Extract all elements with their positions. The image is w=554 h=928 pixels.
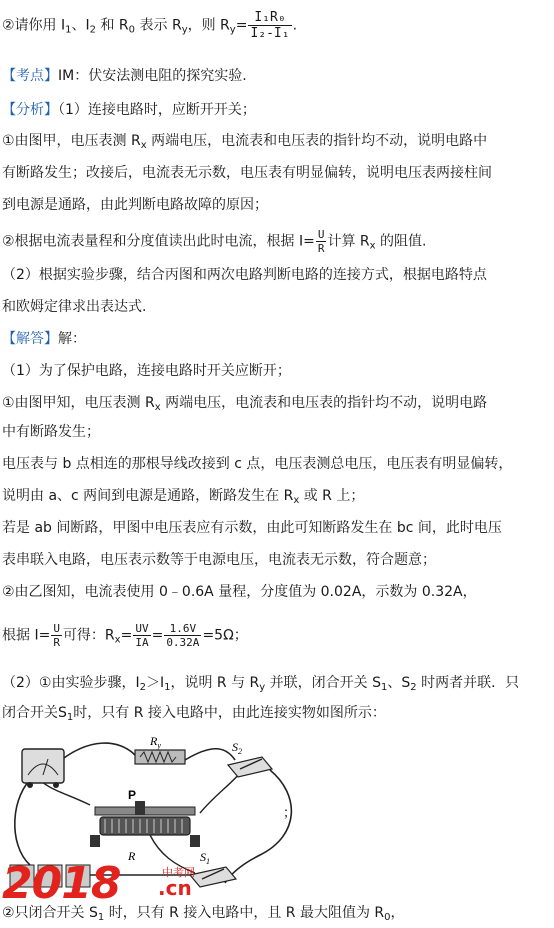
sub: x [154, 402, 161, 413]
text: 、S [387, 675, 411, 691]
text: 说明由 a、c 两间到电源是通路，断路发生在 R [2, 488, 294, 504]
jieda [2, 329, 86, 349]
line-a1 [2, 131, 487, 156]
line-a4 [2, 228, 427, 257]
ammeter-icon [22, 749, 64, 788]
frac-den: R [317, 242, 325, 255]
frac-den: I₂-I₁ [250, 26, 290, 41]
logo-domain: .cn [158, 876, 192, 900]
kaodian-tag: 【考点】 [2, 68, 58, 84]
frac-den: IA [135, 636, 149, 649]
watermark-logo [0, 860, 220, 908]
line-b5 [2, 486, 364, 511]
line-a2 [2, 163, 492, 183]
text: 计算 R [327, 233, 370, 250]
frac-num: 1.6V [164, 622, 201, 636]
line-c2 [2, 703, 386, 728]
text: 有断路发生；改接后，电流表无示数，电压表有明显偏转，说明电压表两接柱间 [2, 165, 492, 181]
text: 和 R [96, 17, 129, 34]
sub: 2 [139, 682, 146, 693]
sub: y [259, 682, 266, 693]
logo-main: 2018 [2, 858, 121, 909]
fraction [164, 622, 201, 649]
line-b7 [2, 550, 436, 570]
line-b3 [2, 422, 100, 442]
kaodian [2, 66, 247, 86]
frac-den: R [53, 636, 60, 649]
wire [200, 773, 240, 813]
frac-num: U [53, 622, 60, 635]
text: 根据 I= [2, 627, 51, 644]
frac-num: UV [135, 622, 149, 635]
text: ＞I [145, 675, 165, 691]
text: 并联，闭合开关 S [265, 675, 382, 691]
text: 的阻值. [375, 233, 427, 250]
wire [40, 780, 90, 805]
text: 和欧姆定律求出表达式. [2, 299, 147, 315]
label-r: R [128, 849, 136, 863]
rheostat-icon [90, 801, 200, 847]
wire [55, 743, 135, 765]
text: =5Ω； [202, 627, 248, 644]
text: （2）①由实验步骤，I [2, 675, 140, 691]
line-a5 [2, 265, 487, 285]
fenxi [2, 100, 256, 120]
sub: 1 [66, 712, 74, 723]
jieda-tag: 【解答】 [2, 331, 58, 347]
sub: x [140, 140, 147, 151]
text: 时两者并联．只 [416, 675, 520, 691]
text: 闭合开关S [2, 705, 67, 721]
sub: 1 [164, 682, 171, 693]
fraction [316, 228, 327, 255]
sub: y [181, 24, 188, 36]
sub: 1 [381, 682, 388, 693]
fraction [248, 10, 291, 41]
text: （1）连接电路时，应断开开关； [58, 102, 256, 118]
text: （2）根据实验步骤，结合丙图和两次电路判断电路的连接方式，根据电路特点 [2, 267, 487, 283]
text: 表示 R [135, 17, 182, 34]
line-a3 [2, 195, 268, 215]
wire [185, 749, 235, 760]
line-last [2, 903, 405, 928]
line-b8 [2, 582, 477, 602]
text: = [120, 627, 133, 644]
text: （1）为了保护电路，连接电路时开关应断开； [2, 363, 291, 379]
text: ①由图甲，电压表测 R [2, 133, 141, 149]
line-b4 [2, 454, 512, 474]
text: 可得：R [62, 627, 115, 644]
text: 解： [58, 331, 86, 347]
figure-semicolon: ； [283, 806, 297, 821]
wire [225, 770, 291, 883]
frac-num: U [317, 228, 325, 241]
frac-den: 0.32A [166, 636, 200, 649]
text: 表串联入电路，电压表示数等于电源电压，电流表无示数，符合题意； [2, 552, 436, 568]
text: 若是 ab 间断路，甲图中电压表应有示数，由此可知断路发生在 bc 间，此时电压 [2, 520, 502, 536]
text: 两端电压，电流表和电压表的指针均不动，说明电路 [160, 395, 488, 411]
text: 到电源是通路，由此判断电路故障的原因； [2, 197, 268, 213]
text: IM：伏安法测电阻的探究实验. [58, 68, 247, 84]
text: ②只闭合开关 S [2, 905, 98, 921]
line-b6 [2, 518, 502, 538]
sub: 2 [410, 682, 417, 693]
label-s1: $S_1$ [200, 850, 210, 866]
sub: 2 [89, 24, 97, 36]
line-a6 [2, 297, 146, 317]
text: ②请你用 I [2, 17, 66, 34]
sub: 1 [65, 24, 72, 36]
sub: 0 [384, 912, 391, 923]
line-b2 [2, 393, 487, 418]
logo-cn: 中考网 [162, 866, 195, 879]
text: 两端电压，电流表和电压表的指针均不动，说明电路中 [146, 133, 488, 149]
text: ①由图甲知，电压表测 R [2, 395, 155, 411]
text: ，则 R [187, 17, 230, 34]
text: ，说明 R 与 R [170, 675, 260, 691]
text: . [292, 17, 298, 34]
fraction [133, 622, 150, 649]
sub: x [369, 240, 376, 252]
text: 时，只有 R 接入电路中，且 R 最大阻值为 R [104, 905, 385, 921]
text: = [235, 17, 248, 34]
text: ②由乙图知，电流表使用 0﹣0.6A 量程，分度值为 0.02A，示数为 0.32A， [2, 584, 477, 600]
label-p: P [128, 788, 137, 802]
frac-num: I₁R₀ [248, 10, 291, 26]
text: 电压表与 b 点相连的那根导线改接到 c 点，电压表测总电压，电压表有明显偏转， [2, 456, 513, 472]
text: ②根据电流表量程和分度值读出此时电流，根据 I= [2, 233, 315, 250]
sub: y [229, 24, 236, 36]
fenxi-tag: 【分析】 [2, 102, 58, 118]
text: = [151, 627, 164, 644]
sub: x [293, 495, 300, 506]
sub: x [114, 634, 121, 646]
text: 、I [71, 17, 90, 34]
label-ry: $R_y$ [150, 735, 161, 750]
line-b9 [2, 622, 248, 651]
label-s2: $S_2$ [232, 740, 242, 756]
line-b1 [2, 361, 291, 381]
line-1 [2, 10, 297, 41]
text: 中有断路发生； [2, 424, 100, 440]
text: ， [390, 905, 405, 921]
wire [15, 775, 35, 865]
resistor-ry-icon [135, 750, 185, 764]
fraction [51, 622, 62, 649]
sub: 1 [97, 912, 105, 923]
text: 时，只有 R 接入电路中，由此连接实物如图所示： [73, 705, 386, 721]
line-c1 [2, 673, 519, 698]
text: 或 R 上； [299, 488, 365, 504]
sub: 0 [128, 24, 136, 36]
